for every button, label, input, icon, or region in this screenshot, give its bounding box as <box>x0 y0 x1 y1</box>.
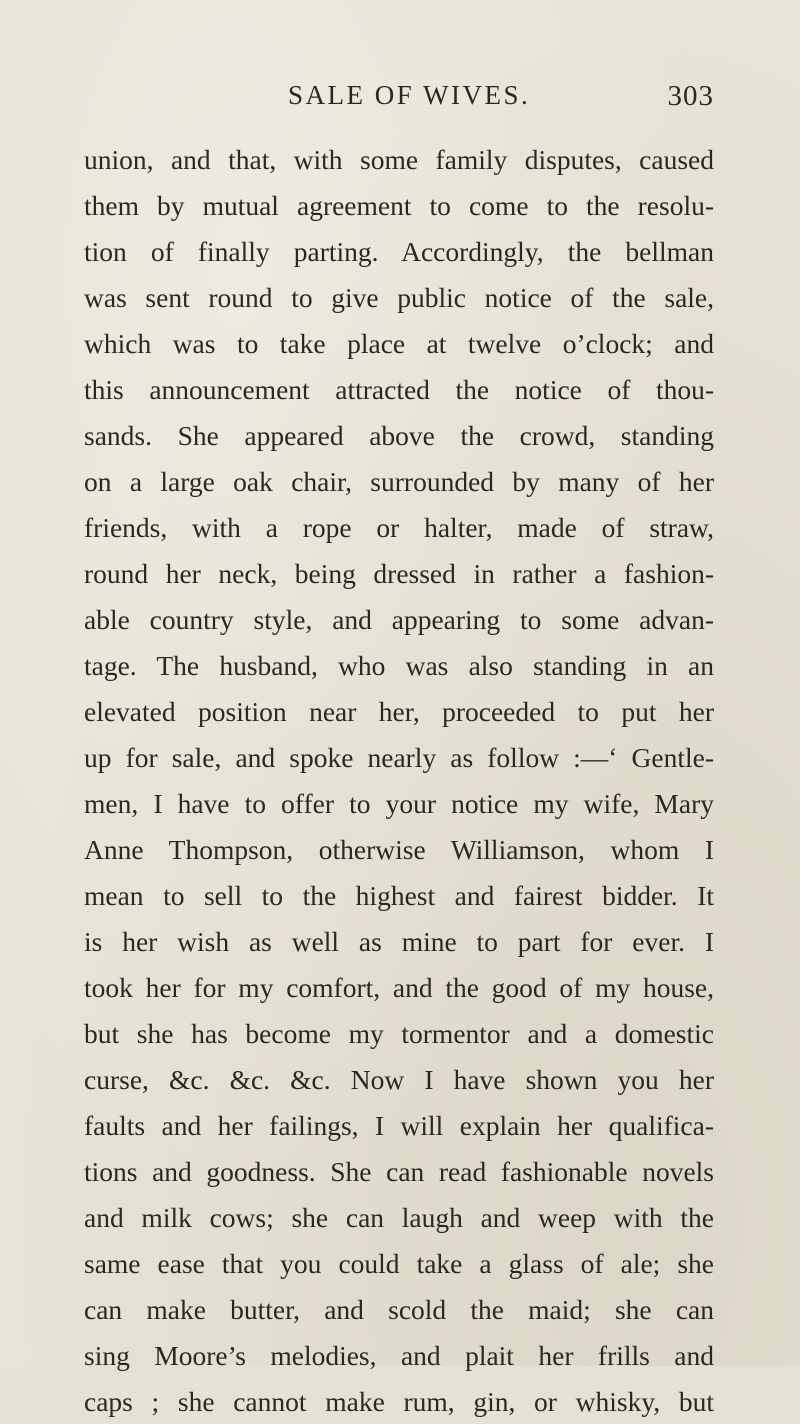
text-line: same ease that you could take a glass of ale; she <box>84 1248 714 1279</box>
text-line: men, I have to offer to your notice my wife, Mary <box>84 788 714 819</box>
text-line: tage. The husband, who was also standing in an <box>84 650 714 681</box>
text-line: took her for my comfort, and the good of my house, <box>84 972 714 1003</box>
text-line: on a large oak chair, surrounded by many of her <box>84 466 714 497</box>
text-line: is her wish as well as mine to part for ever. I <box>84 926 714 957</box>
text-line: curse, &c. &c. &c. Now I have shown you her <box>84 1064 714 1095</box>
running-head-title: SALE OF WIVES. <box>288 80 531 110</box>
text-line: union, and that, with some family disputes, caused <box>84 144 714 175</box>
text-line: can make butter, and scold the maid; she can <box>84 1294 714 1325</box>
text-line: which was to take place at twelve o’clock; and <box>84 328 714 359</box>
text-line: sing Moore’s melodies, and plait her frills and <box>84 1340 714 1371</box>
text-line: and milk cows; she can laugh and weep with the <box>84 1202 714 1233</box>
text-line: this announcement attracted the notice of thou- <box>84 374 714 405</box>
text-line: mean to sell to the highest and fairest bidder. It <box>84 880 714 911</box>
text-line: up for sale, and spoke nearly as follow :—‘ Gentle- <box>84 742 714 773</box>
text-line: faults and her failings, I will explain her qualifica- <box>84 1110 714 1141</box>
text-line: caps ; she cannot make rum, gin, or whisky, but <box>84 1386 714 1417</box>
text-line: tions and goodness. She can read fashionable novels <box>84 1156 714 1187</box>
text-line: them by mutual agreement to come to the resolu- <box>84 190 714 221</box>
text-line: was sent round to give public notice of the sale, <box>84 282 714 313</box>
text-line: round her neck, being dressed in rather a fashion- <box>84 558 714 589</box>
text-line: elevated position near her, proceeded to put her <box>84 696 714 727</box>
text-line: Anne Thompson, otherwise Williamson, whom I <box>84 834 714 865</box>
text-line: able country style, and appearing to some advan- <box>84 604 714 635</box>
text-line: friends, with a rope or halter, made of straw, <box>84 512 714 543</box>
page-number: 303 <box>667 80 714 112</box>
text-line: but she has become my tormentor and a domestic <box>84 1018 714 1049</box>
text-line: tion of finally parting. Accordingly, the bellman <box>84 236 714 267</box>
text-line: sands. She appeared above the crowd, standing <box>84 420 714 451</box>
running-head <box>0 80 800 120</box>
